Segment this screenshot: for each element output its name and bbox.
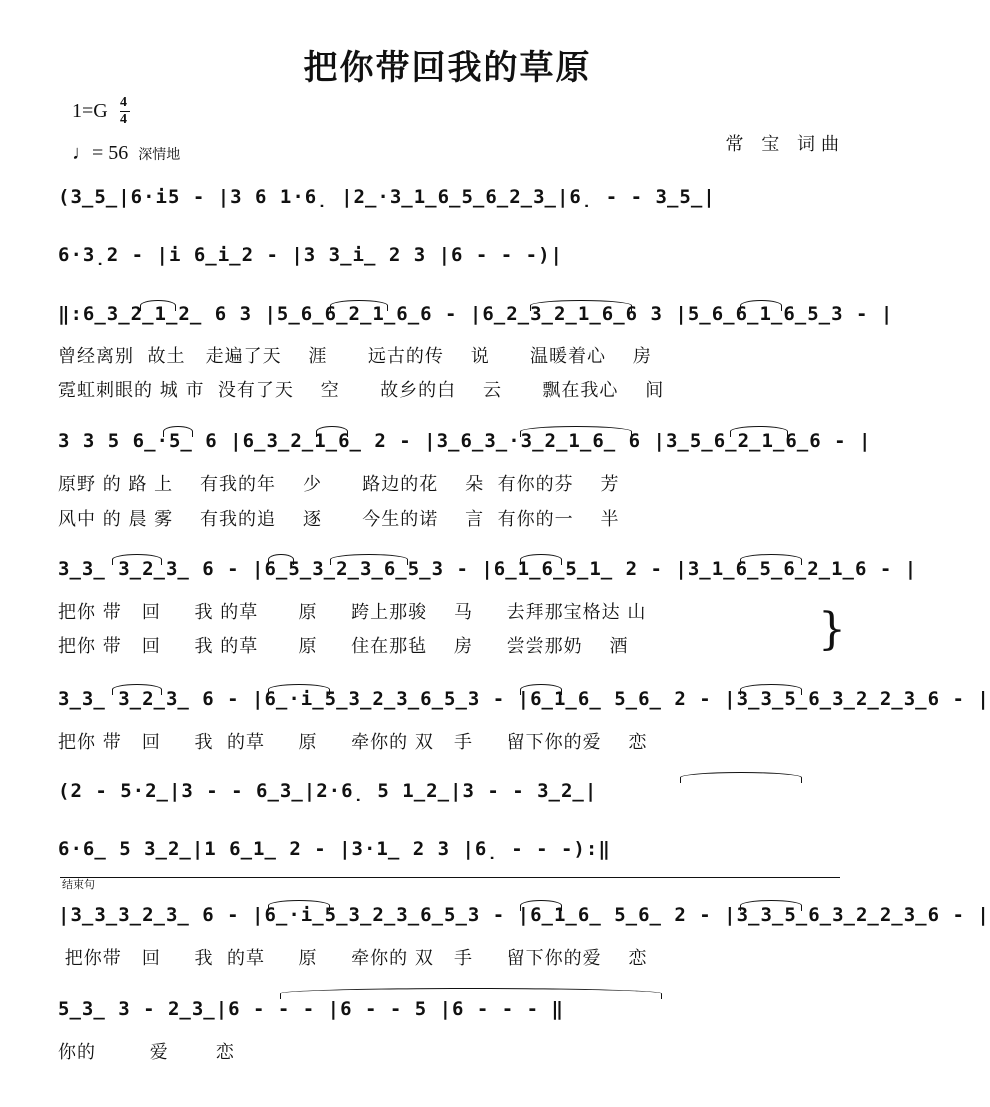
score-row-2 — [58, 244, 848, 280]
score-row-9 — [58, 904, 990, 940]
tie-mark — [280, 988, 662, 999]
time-sig-top: 4 — [120, 95, 127, 110]
tie-mark — [680, 772, 802, 783]
slur-mark — [520, 426, 632, 437]
time-sig-bottom: 4 — [120, 112, 127, 127]
slur-mark — [268, 554, 294, 565]
lyric-line: 原野 的 路 上 有我的年 少 路边的花 朵 有你的芬 芳 — [58, 474, 620, 495]
notation-line: 3 3 5 6̲·5̲ 6 |6̲3̲2̲1̲6̲ 2 - |3̲6̲3̲·3̲2̲1̲6̲ 6 |3̲5̲6̲2̲1̲6̲6 - | — [58, 430, 872, 452]
time-signature — [120, 96, 130, 127]
slur-mark — [520, 684, 562, 695]
score-row-7 — [58, 780, 848, 816]
slur-mark — [520, 900, 562, 911]
score-row-6 — [58, 688, 990, 724]
score-row-3 — [58, 303, 894, 339]
lyric-line: 把你 带 回 我 的草 原 住在那毡 房 尝尝那奶 酒 — [58, 636, 629, 657]
slur-mark — [268, 684, 330, 695]
score-row-5 — [58, 558, 918, 594]
slur-mark — [330, 554, 408, 565]
slur-mark — [140, 300, 176, 311]
tempo-value: ♩= 56 — [72, 142, 129, 164]
tempo-marking — [72, 142, 180, 165]
brace-symbol: } — [818, 604, 846, 655]
lyric-line: 把你带 回 我 的草 原 牵你的 双 手 留下你的爱 恋 — [58, 948, 648, 969]
score-row-1 — [58, 186, 848, 222]
notation-line: (3̲5̲|6·i5 - |3 6 1·6̣ |2̲·3̲1̲6̲5̲6̲2̲3̲|6̣ - - 3̲5̲| — [58, 186, 716, 208]
notation-line: |3̲3̲3̲2̲3̲ 6 - |6̲·i̲5̲3̲2̲3̲6̲5̲3 - |6̲1̲6̲ 5̲6̲ 2 - |3̲3̲5̲6̲3̲2̲2̲3̲6 - | — [58, 904, 990, 926]
ending-section-label: 结束句 — [62, 878, 95, 891]
notation-line: 3̲3̲ 3̲2̲3̲ 6 - |6̲5̲3̲2̲3̲6̲5̲3 - |6̲1̲6̲5̲1̲ 2 - |3̲1̲6̲5̲6̲2̲1̲6 - | — [58, 558, 918, 580]
section-bracket — [60, 877, 840, 878]
lyric-line: 把你 带 回 我 的草 原 牵你的 双 手 留下你的爱 恋 — [58, 732, 648, 753]
slur-mark — [163, 426, 193, 437]
score-row-8 — [58, 838, 848, 874]
slur-mark — [530, 300, 632, 311]
notation-line: 6·3̣2 - |i 6̲i̲2 - |3 3̲i̲ 2 3 |6 - - -)| — [58, 244, 563, 266]
lyric-line: 把你 带 回 我 的草 原 跨上那骏 马 去拜那宝格达 山 — [58, 602, 647, 623]
notation-line: 6·6̲ 5 3̲2̲|1 6̲1̲ 2 - |3·1̲ 2 3 |6̣ - - -):‖ — [58, 838, 611, 860]
notation-line: (2 - 5·2̲|3 - - 6̲3̲|2·6̣ 5 1̲2̲|3 - - 3̲2̲| — [58, 780, 598, 802]
slur-mark — [740, 300, 782, 311]
composer-credit: 常 宝 词曲 — [725, 134, 845, 155]
score-row-10 — [58, 998, 848, 1034]
song-title: 把你带回我的草原 — [303, 48, 592, 88]
slur-mark — [740, 554, 802, 565]
slur-mark — [740, 684, 802, 695]
slur-mark — [112, 554, 162, 565]
tempo-word: 深情地 — [138, 147, 181, 163]
lyric-line: 霓虹刺眼的 城 市 没有了天 空 故乡的白 云 飘在我心 间 — [58, 380, 665, 401]
key-signature: 1=G — [72, 100, 108, 122]
notation-line: 5̲3̲ 3 - 2̲3̲|6 - - - |6 - - 5 |6 - - - ‖ — [58, 998, 564, 1020]
lyric-line: 风中 的 晨 雾 有我的追 逐 今生的诺 言 有你的一 半 — [58, 509, 620, 530]
notation-line: 3̲3̲ 3̲2̲3̲ 6 - |6̲·i̲5̲3̲2̲3̲6̲5̲3 - |6̲1̲6̲ 5̲6̲ 2 - |3̲3̲5̲6̲3̲2̲2̲3̲6 - | — [58, 688, 990, 710]
slur-mark — [112, 684, 162, 695]
slur-mark — [740, 900, 802, 911]
notation-line: ‖:6̲3̲2̲1̲2̲ 6 3 |5̲6̲6̲2̲1̲6̲6 - |6̲2̲3̲2̲1̲6̲6 3 |5̲6̲6̲1̲6̲5̲3 - | — [58, 303, 894, 325]
slur-mark — [268, 900, 330, 911]
slur-mark — [330, 300, 388, 311]
slur-mark — [520, 554, 562, 565]
lyric-line: 曾经离别 故土 走遍了天 涯 远古的传 说 温暖着心 房 — [58, 346, 652, 367]
slur-mark — [730, 426, 788, 437]
slur-mark — [316, 426, 348, 437]
lyric-line: 你的 爱 恋 — [58, 1042, 235, 1063]
